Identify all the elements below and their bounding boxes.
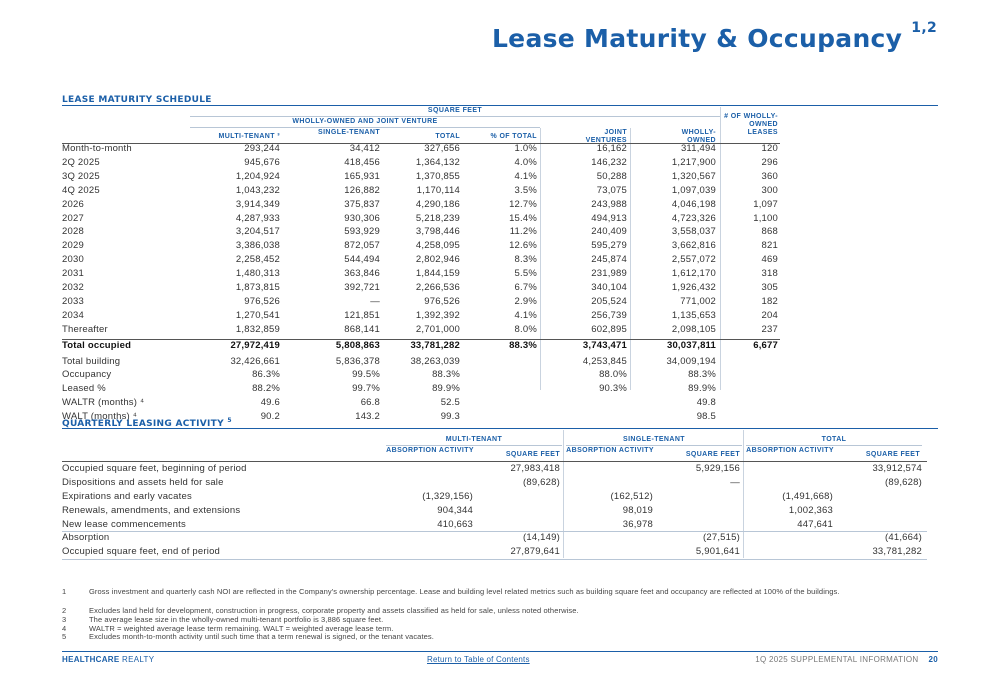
table-cell: 976,526 — [424, 295, 460, 307]
table-cell: 1,320,567 — [671, 170, 716, 182]
table-cell: 32,426,661 — [230, 355, 280, 367]
column-header: TOTAL — [435, 133, 460, 140]
footnote-text: Gross investment and quarterly cash NOI are reflected in the Company's ownership percentage. Lease and building level related metrics such as building square feet and occupancy are reflected at 100% of the buildings. — [89, 587, 840, 596]
table-of-contents-link[interactable]: Return to Table of Contents — [427, 655, 530, 664]
table-cell: (27,515) — [703, 532, 740, 543]
table-cell: 243,988 — [591, 198, 627, 210]
table-cell: 5.5% — [514, 268, 537, 280]
row-label: 4Q 2025 — [62, 184, 100, 196]
table-cell: 98.5 — [696, 411, 716, 423]
table-cell: 872,057 — [344, 240, 380, 252]
table-cell: 293,244 — [244, 143, 280, 154]
footnote-number: 3 — [62, 615, 67, 624]
table-cell: 165,931 — [344, 170, 380, 182]
table-cell: 1,844,159 — [415, 268, 460, 280]
subcol-header: SQUARE FEET — [865, 451, 920, 458]
table-cell: 121,851 — [344, 309, 380, 321]
table-cell: 5,836,378 — [335, 355, 380, 367]
row-label: 3Q 2025 — [62, 170, 100, 182]
table-cell: 4.1% — [514, 309, 537, 321]
table-cell: 231,989 — [591, 268, 627, 280]
table-cell: 120 — [761, 143, 778, 154]
table-cell: 1,370,855 — [415, 170, 460, 182]
row-label: New lease commencements — [62, 519, 186, 530]
row-label: Occupancy — [62, 369, 112, 381]
table-cell: 976,526 — [244, 295, 280, 307]
table-cell: 5,929,156 — [695, 463, 740, 474]
column-header: MULTI-TENANT ³ — [218, 133, 280, 140]
row-label: 2Q 2025 — [62, 156, 100, 168]
table-cell: (89,628) — [523, 477, 560, 488]
group-rule — [566, 445, 742, 446]
table-cell: 4,290,186 — [415, 198, 460, 210]
table-cell: 126,882 — [344, 184, 380, 196]
table-cell: 3,914,349 — [235, 198, 280, 210]
footer-brand: HEALTHCARE REALTY — [62, 655, 155, 664]
subcol-header: ABSORPTION ACTIVITY — [386, 447, 474, 454]
row-label: 2033 — [62, 295, 84, 307]
table-cell: 34,412 — [349, 143, 380, 154]
row-label: Expirations and early vacates — [62, 491, 192, 502]
table-cell: 237 — [761, 323, 778, 335]
column-header: WHOLLY-OWNED — [681, 129, 716, 144]
row-label: Absorption — [62, 532, 110, 543]
row-label: 2029 — [62, 240, 84, 252]
page-title: Lease Maturity & Occupancy $^{1,2}$ — [491, 19, 937, 53]
table-cell: — — [370, 295, 380, 307]
table-cell: 36,978 — [622, 519, 653, 530]
table-cell: 88.3% — [688, 369, 716, 381]
table-cell: 5,218,239 — [415, 212, 460, 224]
row-label: 2026 — [62, 198, 84, 210]
footer-info: 1Q 2025 SUPPLEMENTAL INFORMATION 20 — [755, 655, 938, 664]
footnote-number: 5 — [62, 632, 67, 641]
table-cell: 1.0% — [514, 143, 537, 154]
table-cell: 15.4% — [509, 212, 537, 224]
table-cell: 90.3% — [599, 383, 627, 395]
table-cell: (14,149) — [523, 532, 560, 543]
total-cell: 3,743,471 — [582, 339, 627, 351]
table-cell: 8.3% — [514, 254, 537, 266]
total-label: Total occupied — [62, 339, 132, 351]
subcol-header: SQUARE FEET — [685, 451, 740, 458]
row-label: Leased % — [62, 383, 106, 395]
table-cell: 4,258,095 — [415, 240, 460, 252]
table-cell: 595,279 — [591, 240, 627, 252]
table-cell: 16,162 — [596, 143, 627, 154]
table-cell: 318 — [761, 268, 778, 280]
row-label: Occupied square feet, end of period — [62, 546, 221, 557]
table-cell: 2,098,105 — [671, 323, 716, 335]
group-header: MULTI-TENANT — [445, 436, 503, 443]
table-cell: 360 — [761, 170, 778, 182]
footnote-text: Excludes month-to-month activity until such time that a term renewal is signed, or the tenant vacates. — [89, 632, 434, 641]
table-cell: 1,100 — [753, 212, 778, 224]
table-cell: 34,009,194 — [666, 355, 716, 367]
row-label: 2031 — [62, 268, 84, 280]
table-cell: 143.2 — [355, 411, 380, 423]
table-cell: 27,879,641 — [510, 546, 560, 557]
table-cell: 12.6% — [509, 240, 537, 252]
table-cell: 4.0% — [514, 156, 537, 168]
table-cell: 90.2 — [260, 411, 280, 423]
table-cell: 88.2% — [252, 383, 280, 395]
table-cell: 86.3% — [252, 369, 280, 381]
subcol-header: ABSORPTION ACTIVITY — [566, 447, 654, 454]
column-header: SINGLE-TENANT — [318, 129, 380, 136]
column-header: JOINT VENTURES — [585, 129, 627, 144]
table-cell: (1,491,668) — [782, 491, 833, 502]
table-cell: 3,662,816 — [671, 240, 716, 252]
group-header: TOTAL — [821, 436, 847, 443]
column-header: % OF TOTAL — [490, 133, 537, 140]
table-cell: 98,019 — [622, 505, 653, 516]
table-cell: 6.7% — [514, 282, 537, 293]
total-cell: 6,677 — [753, 339, 778, 351]
row-label: WALTR (months) ⁴ — [62, 397, 145, 409]
table-cell: 27,983,418 — [510, 463, 560, 474]
table-cell: 1,270,541 — [235, 309, 280, 321]
table-cell: 89.9% — [432, 383, 460, 395]
table-cell: 3,386,038 — [235, 240, 280, 252]
table-cell: 327,656 — [424, 143, 460, 154]
header-bottom-rule — [62, 461, 927, 462]
row-label: Month-to-month — [62, 143, 132, 154]
table-cell: 4,287,933 — [235, 212, 280, 224]
table-cell: 1,097 — [753, 198, 778, 210]
table-cell: 12.7% — [509, 198, 537, 210]
section-rule — [62, 428, 938, 429]
table-cell: 240,409 — [591, 226, 627, 238]
table-cell: 447,641 — [797, 519, 833, 530]
table-cell: 1,002,363 — [788, 505, 833, 516]
row-label: Renewals, amendments, and extensions — [62, 505, 241, 516]
table-cell: 1,832,859 — [235, 323, 280, 335]
table-cell: 5,901,641 — [695, 546, 740, 557]
table-cell: 88.3% — [432, 369, 460, 381]
table-cell: 73,075 — [596, 184, 627, 196]
table-cell: (89,628) — [885, 477, 922, 488]
page-number: 20 — [928, 655, 938, 664]
table-cell: 1,612,170 — [671, 268, 716, 280]
table-cell: 904,344 — [437, 505, 473, 516]
table-cell: (1,329,156) — [422, 491, 473, 502]
table-cell: 593,929 — [344, 226, 380, 238]
table-cell: 375,837 — [344, 198, 380, 210]
table-cell: 2.9% — [514, 295, 537, 307]
table-cell: 494,913 — [591, 212, 627, 224]
table-cell: 1,097,039 — [671, 184, 716, 196]
total-cell: 27,972,419 — [230, 339, 280, 351]
footnote-number: 4 — [62, 624, 67, 633]
table-cell: 930,306 — [344, 212, 380, 224]
table-cell: 1,392,392 — [415, 309, 460, 321]
section-rule — [62, 105, 938, 106]
group-header: SINGLE-TENANT — [623, 436, 685, 443]
row-label: 2028 — [62, 226, 84, 238]
quarterly-heading: QUARTERLY LEASING ACTIVITY $^5$ — [62, 417, 232, 429]
total-cell: 88.3% — [509, 339, 537, 351]
footnote-text: WALTR = weighted average lease term remaining. WALT = weighted average lease term. — [89, 624, 394, 633]
row-label: 2034 — [62, 309, 84, 321]
row-label: 2030 — [62, 254, 84, 266]
table-cell: 33,781,282 — [872, 546, 922, 557]
table-cell: 4,723,326 — [671, 212, 716, 224]
row-label: WALT (months) ⁴ — [62, 411, 138, 423]
table-cell: 311,494 — [680, 143, 716, 154]
lease-maturity-heading: LEASE MATURITY SCHEDULE — [62, 95, 212, 105]
table-cell: 33,912,574 — [872, 463, 922, 474]
total-cell: 30,037,811 — [666, 339, 716, 351]
table-cell: 3.5% — [514, 184, 537, 196]
table-cell: 182 — [761, 295, 778, 307]
table-cell: 49.6 — [260, 397, 280, 409]
table-cell: 205,524 — [591, 295, 627, 307]
table-cell: 2,266,536 — [415, 282, 460, 293]
table-cell: 1,480,313 — [235, 268, 280, 280]
table-cell: 296 — [761, 156, 778, 168]
table-cell: 204 — [761, 309, 778, 321]
table-cell: 340,104 — [591, 282, 627, 293]
table-cell: 1,043,232 — [235, 184, 280, 196]
table-cell: 1,170,114 — [416, 184, 460, 196]
row-label: 2032 — [62, 282, 84, 293]
row-label: Occupied square feet, beginning of period — [62, 463, 247, 474]
table-cell: 868,141 — [344, 323, 380, 335]
table-cell: (41,664) — [885, 532, 922, 543]
table-cell: — — [730, 477, 740, 488]
table-cell: 392,721 — [344, 282, 380, 293]
table-cell: (162,512) — [610, 491, 653, 502]
table-cell: 99.7% — [352, 383, 380, 395]
table-cell: 469 — [761, 254, 778, 266]
table-cell: 1,135,653 — [671, 309, 716, 321]
table-cell: 66.8 — [360, 397, 380, 409]
table-cell: 771,002 — [680, 295, 716, 307]
row-label: Thereafter — [62, 323, 108, 335]
table-cell: 1,926,432 — [671, 282, 716, 293]
table-cell: 11.2% — [509, 226, 537, 238]
table-cell: 49.8 — [696, 397, 716, 409]
subcol-header: ABSORPTION ACTIVITY — [746, 447, 834, 454]
table-cell: 256,739 — [591, 309, 627, 321]
header-square-feet: SQUARE FEET — [427, 107, 483, 114]
table-cell: 4.1% — [514, 170, 537, 182]
table-cell: 2,258,452 — [235, 254, 280, 266]
footer-rule — [62, 651, 938, 652]
table-cell: 4,253,845 — [582, 355, 627, 367]
footnote-number: 2 — [62, 606, 67, 615]
table-cell: 363,846 — [344, 268, 380, 280]
header-group: WHOLLY-OWNED AND JOINT VENTURE — [292, 118, 438, 125]
group-rule — [386, 445, 562, 446]
footnote-number: 1 — [62, 587, 67, 596]
group-rule — [746, 445, 922, 446]
total-cell: 33,781,282 — [410, 339, 460, 351]
table-cell: 945,676 — [244, 156, 280, 168]
table-cell: 305 — [761, 282, 778, 293]
table-cell: 88.0% — [599, 369, 627, 381]
table-cell: 4,046,198 — [671, 198, 716, 210]
table-cell: 99.3 — [440, 411, 460, 423]
footnote-text: The average lease size in the wholly-owned multi-tenant portfolio is 3,886 square feet. — [89, 615, 384, 624]
table-cell: 38,263,039 — [410, 355, 460, 367]
table-cell: 1,873,815 — [235, 282, 280, 293]
total-cell: 5,808,863 — [335, 339, 380, 351]
row-label: Dispositions and assets held for sale — [62, 477, 224, 488]
table-cell: 245,874 — [591, 254, 627, 266]
table-cell: 544,494 — [344, 254, 380, 266]
table-cell: 1,364,132 — [415, 156, 460, 168]
row-label: Total building — [62, 355, 121, 367]
subcol-header: SQUARE FEET — [505, 451, 560, 458]
table-cell: 418,456 — [344, 156, 380, 168]
table-cell: 50,288 — [596, 170, 627, 182]
table-cell: 146,232 — [591, 156, 627, 168]
table-cell: 52.5 — [440, 397, 460, 409]
table-cell: 2,701,000 — [415, 323, 460, 335]
table-cell: 300 — [761, 184, 778, 196]
table-cell: 868 — [761, 226, 778, 238]
header-rule — [190, 116, 720, 117]
table-cell: 3,558,037 — [671, 226, 716, 238]
table-cell: 602,895 — [591, 323, 627, 335]
table-cell: 3,798,446 — [415, 226, 460, 238]
table-cell: 8.0% — [514, 323, 537, 335]
table-cell: 2,802,946 — [415, 254, 460, 266]
table-cell: 1,204,924 — [235, 170, 280, 182]
table-cell: 410,663 — [437, 519, 473, 530]
table-bottom-rule — [62, 559, 927, 560]
column-header: # OF WHOLLY-OWNED LEASES — [724, 113, 778, 136]
table-cell: 89.9% — [688, 383, 716, 395]
table-cell: 99.5% — [352, 369, 380, 381]
table-cell: 821 — [761, 240, 778, 252]
row-label: 2027 — [62, 212, 84, 224]
table-cell: 3,204,517 — [235, 226, 280, 238]
table-cell: 1,217,900 — [671, 156, 716, 168]
table-cell: 2,557,072 — [671, 254, 716, 266]
footnote-text: Excludes land held for development, construction in progress, corporate property and assets classified as held for sale, unless noted otherwise. — [89, 606, 579, 615]
header-group-rule — [190, 127, 540, 128]
